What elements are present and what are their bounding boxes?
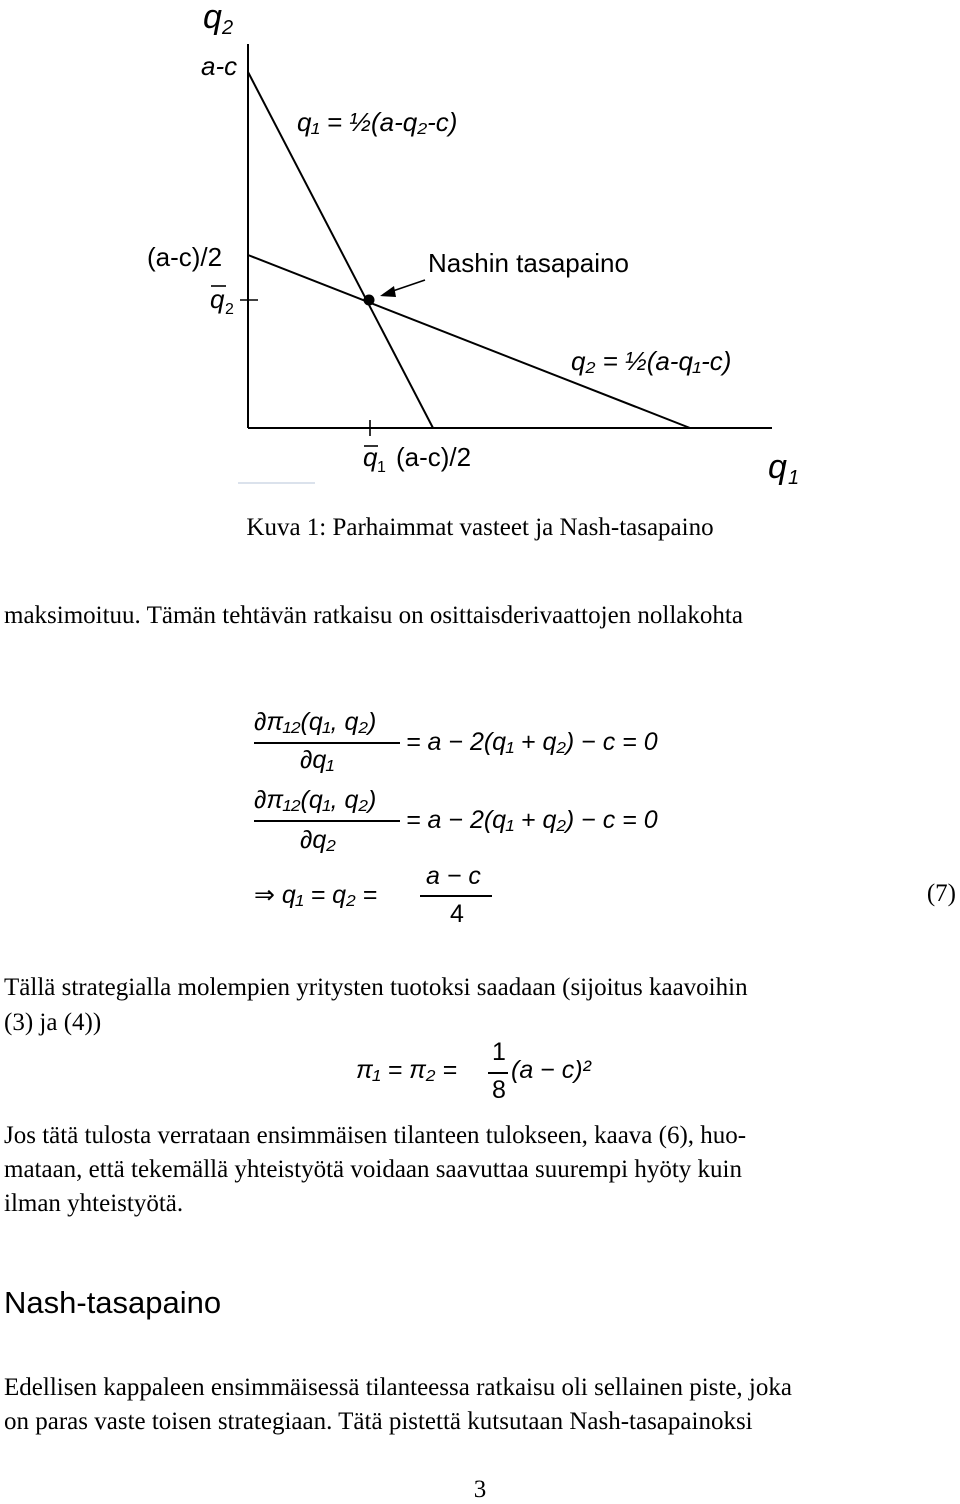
- eq3-numerator: a − c: [426, 862, 481, 890]
- eq4-lhs: π₁ = π₂ =: [356, 1056, 457, 1084]
- y-axis-label-sub: 2: [222, 17, 234, 39]
- x-tick-label-qbar-sub: 1: [377, 459, 386, 476]
- y-tick-label-half: (a-c)/2: [147, 242, 223, 272]
- page-number: 3: [473, 1476, 487, 1503]
- best-response-line-2: [248, 255, 690, 428]
- x-axis-label-sub: 1: [788, 467, 800, 489]
- paragraph-nash-line1: Edellisen kappaleen ensimmäisessä tilanteessa ratkaisu oli sellainen piste, joka: [4, 1374, 792, 1401]
- paragraph-result-line2: (3) ja (4)): [4, 1009, 102, 1036]
- best-response-figure: [0, 0, 960, 500]
- x-tick-label-qbar: q: [363, 442, 378, 472]
- eq4-fraction-bar: [488, 1072, 508, 1074]
- eq1-numerator: ∂π₁₂(q₁, q₂): [254, 708, 377, 736]
- nash-annotation: Nashin tasapaino: [428, 248, 629, 278]
- eq1-fraction-bar: [254, 742, 400, 744]
- x-axis-label: q: [768, 448, 787, 486]
- eq1-denominator: ∂q₁: [300, 746, 335, 774]
- eq4-denominator: 8: [492, 1076, 506, 1104]
- paragraph-comparison-line1: Jos tätä tulosta verrataan ensimmäisen tilanteen tulokseen, kaava (6), huo-: [4, 1122, 747, 1149]
- eq1-rhs: = a − 2(q₁ + q₂) − c = 0: [406, 728, 658, 756]
- section-heading: Nash-tasapaino: [4, 1285, 222, 1320]
- equation-number: (7): [926, 880, 956, 907]
- eq3-lhs: ⇒ q₁ = q₂ =: [254, 881, 378, 909]
- arrow-head-icon: [380, 286, 396, 297]
- eq4-numerator: 1: [492, 1038, 506, 1066]
- eq2-denominator: ∂q₂: [300, 826, 336, 854]
- line2-equation: q₂ = ½(a-q₁-c): [571, 346, 732, 376]
- paragraph-result-line1: Tällä strategialla molempien yritysten tuotoksi saadaan (sijoitus kaavoihin: [4, 974, 748, 1001]
- paragraph-nash-line2: on paras vaste toisen strategiaan. Tätä pistettä kutsutaan Nash-tasapainoksi: [4, 1408, 753, 1435]
- y-axis-label: q: [203, 0, 222, 36]
- eq2-fraction-bar: [254, 820, 400, 822]
- y-tick-label-a-c: a-c: [201, 51, 238, 81]
- nash-equilibrium-point: [364, 295, 375, 306]
- y-tick-label-qbar-sub: 2: [225, 301, 234, 318]
- eq2-numerator: ∂π₁₂(q₁, q₂): [254, 786, 377, 814]
- y-tick-label-qbar: q: [210, 284, 225, 314]
- paragraph-comparison-line3: ilman yhteistyötä.: [4, 1190, 184, 1217]
- eq2-rhs: = a − 2(q₁ + q₂) − c = 0: [406, 806, 658, 834]
- x-tick-label-half: (a-c)/2: [396, 442, 472, 472]
- paragraph-comparison-line2: mataan, että tekemällä yhteistyötä voidaan saavuttaa suurempi hyöty kuin: [4, 1156, 742, 1183]
- eq3-denominator: 4: [450, 900, 464, 928]
- line1-equation: q₁ = ½(a-q₂-c): [297, 107, 458, 137]
- paragraph-intro: maksimoituu. Tämän tehtävän ratkaisu on osittaisderivaattojen nollakohta: [4, 602, 743, 629]
- eq3-fraction-bar: [420, 895, 492, 897]
- eq4-rhs: (a − c)²: [511, 1056, 591, 1084]
- figure-caption: Kuva 1: Parhaimmat vasteet ja Nash-tasapaino: [246, 514, 714, 541]
